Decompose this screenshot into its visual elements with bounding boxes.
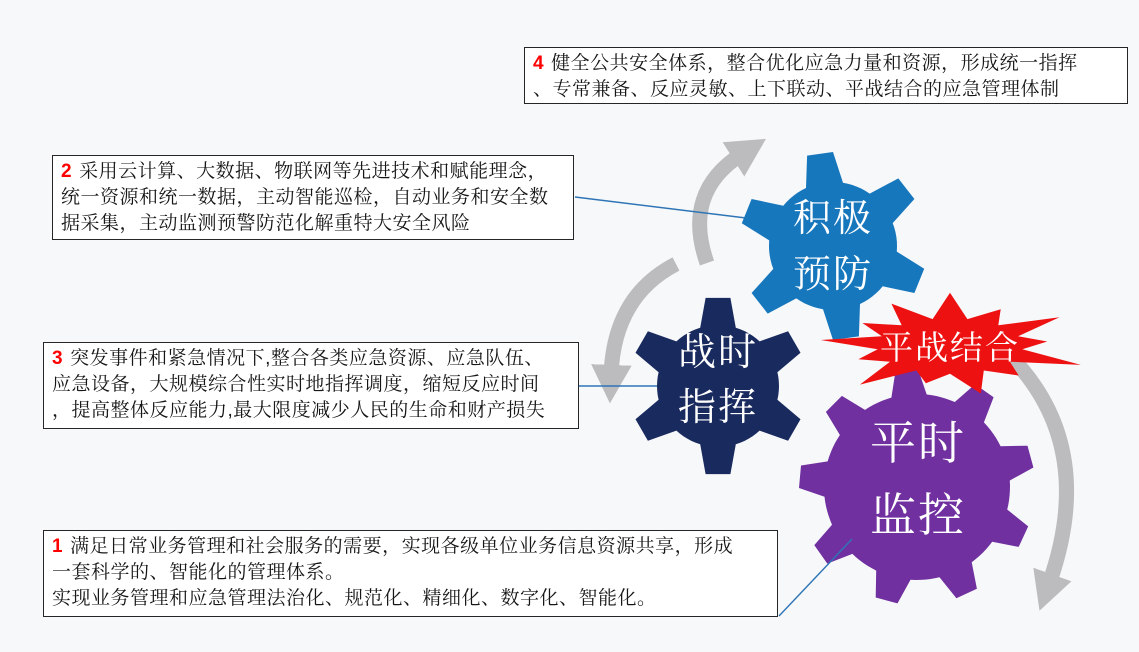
gear-label-line: 指挥	[677, 387, 759, 429]
gear-label-line: 监控	[870, 489, 966, 541]
callout-line: 据采集，主动监测预警防范化解重特大安全风险	[61, 213, 471, 234]
callout-number: 1	[52, 536, 64, 557]
callout-text: 满足日常业务管理和社会服务的需要，实现各级单位业务信息资源共享，形成	[70, 536, 734, 557]
callout-line: 统一资源和统一数据，主动智能巡检，自动业务和安全数	[61, 187, 549, 208]
connector-line-box2	[575, 197, 746, 218]
callout-line: 应急设备，大规模综合性实时地指挥调度，缩短反应时间	[52, 374, 540, 395]
callout-text: 突发事件和紧急情况下,整合各类应急资源、应急队伍、	[70, 348, 544, 369]
callout-number: 3	[52, 348, 64, 369]
gear-label-line: 积极	[792, 198, 874, 240]
cycle-arrow-up-icon	[700, 154, 742, 263]
callout-line	[52, 534, 769, 560]
callout-line: 、专常兼备、反应灵敏、上下联动、平战结合的应急管理体制	[533, 79, 1060, 100]
connector-line-box1	[779, 539, 852, 616]
callout-line: ，提高整体反应能力,最大限度减少人民的生命和财产损失	[52, 400, 546, 421]
callout-number: 2	[61, 161, 73, 182]
gear-label-line: 平时	[870, 417, 966, 469]
callout-box-2	[52, 155, 574, 240]
gear-label-line: 预防	[792, 254, 874, 296]
callout-line	[533, 51, 1119, 77]
callout-line: 一套科学的、智能化的管理体系。	[52, 562, 345, 583]
callout-box-1	[43, 530, 778, 617]
gear-wartime-command	[636, 298, 801, 474]
callout-box-4	[524, 47, 1128, 104]
burst-label: 平战结合	[880, 329, 1020, 366]
callout-text: 采用云计算、大数据、物联网等先进技术和赋能理念，	[79, 161, 548, 182]
callout-number: 4	[533, 53, 545, 74]
callout-text: 健全公共安全体系，整合优化应急力量和资源，形成统一指挥	[551, 53, 1078, 74]
callout-box-3	[43, 342, 579, 429]
callout-line	[61, 159, 565, 185]
callout-line	[52, 346, 570, 372]
gear-label-line: 战时	[677, 332, 759, 374]
callout-line: 实现业务管理和应急管理法治化、规范化、精细化、数字化、智能化。	[52, 588, 657, 609]
gear-peacetime-monitoring	[799, 369, 1033, 603]
